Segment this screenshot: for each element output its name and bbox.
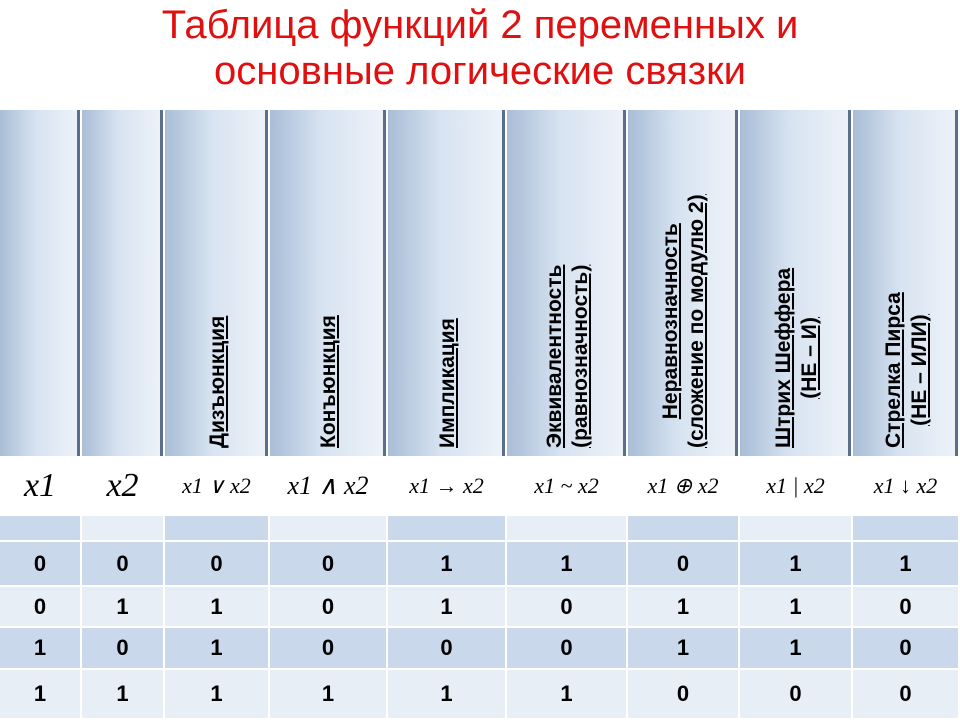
column-header-label xyxy=(658,194,710,448)
cell-value: 0 xyxy=(33,550,47,576)
table-cell xyxy=(388,670,507,720)
cell-value: 0 xyxy=(899,593,912,619)
table-cell xyxy=(507,542,628,587)
formula-label: x1 ↓ x2 xyxy=(873,473,938,498)
formula-label: x1 xyxy=(23,467,57,504)
blank-cell xyxy=(507,516,628,542)
table-cell xyxy=(853,542,960,587)
formula-label: x2 xyxy=(106,467,139,504)
cell-value: 1 xyxy=(321,681,335,706)
cell-value: 0 xyxy=(321,635,335,660)
table-cell xyxy=(740,628,853,670)
blank-cell xyxy=(82,516,165,542)
table-cell xyxy=(388,587,507,628)
formula-cell xyxy=(270,458,388,516)
formula-cell xyxy=(853,458,960,516)
column-header-label xyxy=(205,316,231,448)
table-cell xyxy=(82,542,165,587)
column-header-line: Эквивалентность xyxy=(542,264,566,448)
table-cell xyxy=(628,542,740,587)
table-cell xyxy=(270,670,388,720)
column-header-label xyxy=(316,315,342,448)
column-header-line: (НЕ – ИЛИ) xyxy=(907,314,931,426)
cell-value: 1 xyxy=(440,593,453,619)
cell-value: 1 xyxy=(899,550,912,576)
column-header xyxy=(853,110,960,458)
cell-value: 1 xyxy=(440,681,453,706)
column-header xyxy=(270,110,388,458)
cell-value: 1 xyxy=(440,550,453,576)
column-header-label xyxy=(542,265,594,448)
table-cell xyxy=(165,628,270,670)
table-cell xyxy=(853,670,960,720)
formula-cell xyxy=(82,458,165,516)
formula-label: x1 | x2 xyxy=(766,473,825,498)
formula-label: x1 → x2 xyxy=(409,473,484,498)
table-cell xyxy=(270,628,388,670)
cell-value: 0 xyxy=(676,550,690,576)
table-cell xyxy=(82,670,165,720)
formula-cell xyxy=(740,458,853,516)
table-cell xyxy=(388,542,507,587)
cell-value: 0 xyxy=(676,681,690,706)
column-header xyxy=(740,110,853,458)
cell-value: 1 xyxy=(676,635,690,660)
formula-label: x1 ∧ x2 xyxy=(287,471,369,500)
column-header-line: Дизъюнкция xyxy=(205,315,229,448)
table-cell xyxy=(0,670,82,720)
table-cell xyxy=(388,628,507,670)
column-header-line: Конъюнкция xyxy=(317,315,340,448)
cell-value: 0 xyxy=(899,635,912,660)
cell-value: 1 xyxy=(116,681,129,706)
table-cell xyxy=(82,628,165,670)
blank-cell xyxy=(270,516,388,542)
cell-value: 0 xyxy=(560,635,573,660)
cell-value: 0 xyxy=(899,681,912,706)
table-cell xyxy=(165,542,270,587)
cell-value: 1 xyxy=(33,635,47,660)
formula-label: x1 ⊕ x2 xyxy=(647,473,719,498)
cell-value: 1 xyxy=(210,681,223,706)
column-header xyxy=(165,110,270,458)
cell-value: 1 xyxy=(116,593,129,619)
cell-value: 1 xyxy=(210,635,223,660)
column-header-label xyxy=(435,318,461,448)
cell-value: 1 xyxy=(210,593,223,619)
formula-cell xyxy=(165,458,270,516)
cell-value: 1 xyxy=(560,681,573,706)
column-header xyxy=(82,110,165,458)
cell-value: 1 xyxy=(676,593,690,619)
column-header-line: (сложение по модулю 2) xyxy=(685,194,708,448)
column-header xyxy=(507,110,628,458)
column-header-line: Штрих Шеффера xyxy=(771,267,795,448)
table-cell xyxy=(82,587,165,628)
table-cell xyxy=(507,628,628,670)
table-cell xyxy=(270,542,388,587)
cell-value: 0 xyxy=(789,681,802,706)
table-cell xyxy=(628,587,740,628)
blank-cell xyxy=(740,516,853,542)
table-cell xyxy=(740,670,853,720)
table-cell xyxy=(507,587,628,628)
title-line-2: основные логические связки xyxy=(214,49,746,93)
column-header-label xyxy=(771,268,823,448)
formula-cell xyxy=(0,458,82,516)
table-cell xyxy=(853,628,960,670)
column-header xyxy=(0,110,82,458)
column-header-line: (равнозначность) xyxy=(568,264,592,448)
column-header xyxy=(628,110,740,458)
cell-value: 0 xyxy=(210,550,223,576)
cell-value: 0 xyxy=(116,550,129,576)
table-cell xyxy=(0,628,82,670)
blank-cell xyxy=(628,516,740,542)
cell-value: 0 xyxy=(560,593,573,619)
column-header-line: Неравнозначность xyxy=(659,223,682,420)
cell-value: 0 xyxy=(321,550,335,576)
blank-cell xyxy=(388,516,507,542)
table-cell xyxy=(628,628,740,670)
table-cell xyxy=(628,670,740,720)
table-cell xyxy=(740,542,853,587)
table-cell xyxy=(165,587,270,628)
formula-label: x1 ∨ x2 xyxy=(182,473,251,498)
cell-value: 1 xyxy=(560,550,573,576)
table-cell xyxy=(740,587,853,628)
table-cell xyxy=(0,542,82,587)
formula-label: x1 ~ x2 xyxy=(534,473,599,498)
cell-value: 1 xyxy=(789,593,802,619)
column-header-line: (НЕ – И) xyxy=(797,317,821,399)
blank-cell xyxy=(0,516,82,542)
cell-value: 1 xyxy=(33,681,47,706)
column-header-line: Стрелка Пирса xyxy=(881,292,905,448)
column-header xyxy=(388,110,507,458)
table-cell xyxy=(853,587,960,628)
blank-cell xyxy=(165,516,270,542)
column-header-line: Импликация xyxy=(435,318,459,448)
formula-cell xyxy=(388,458,507,516)
title-line-1: Таблица функций 2 переменных и xyxy=(161,3,799,47)
cell-value: 1 xyxy=(789,635,802,660)
blank-cell xyxy=(853,516,960,542)
cell-value: 0 xyxy=(116,635,129,660)
column-header-label xyxy=(881,292,933,448)
table-cell xyxy=(0,587,82,628)
cell-value: 0 xyxy=(33,593,47,619)
formula-cell xyxy=(628,458,740,516)
page-title xyxy=(0,2,960,94)
truth-table xyxy=(0,110,960,720)
cell-value: 1 xyxy=(789,550,802,576)
table-cell xyxy=(270,587,388,628)
cell-value: 0 xyxy=(321,593,335,619)
formula-cell xyxy=(507,458,628,516)
table-cell xyxy=(507,670,628,720)
table-cell xyxy=(165,670,270,720)
cell-value: 0 xyxy=(440,635,453,660)
